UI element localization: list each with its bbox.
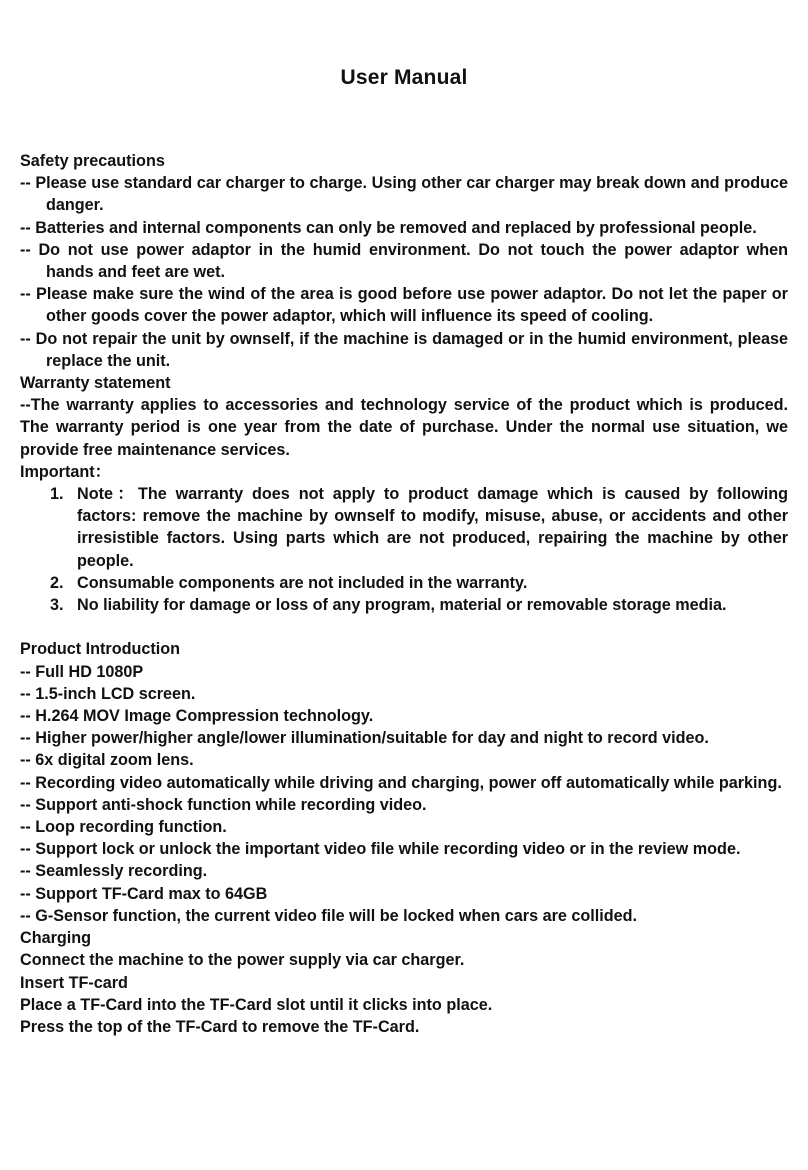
list-text: Consumable components are not included in the warranty. (77, 573, 528, 592)
feature-item: -- 6x digital zoom lens. (20, 751, 194, 770)
tfcard-line: Press the top of the TF-Card to remove the TF-Card. (20, 1017, 420, 1036)
tfcard-line: Place a TF-Card into the TF-Card slot until it clicks into place. (20, 995, 493, 1014)
safety-item: -- Do not repair the unit by ownself, if the machine is damaged or in the humid environment, please replace the unit. (20, 329, 788, 370)
safety-item: -- Batteries and internal components can only be removed and replaced by professional people. (20, 218, 757, 237)
important-heading: Important： (20, 462, 111, 481)
warranty-heading: Warranty statement (20, 374, 171, 393)
product-heading: Product Introduction (20, 640, 181, 659)
safety-item: -- Please use standard car charger to charge. Using other car charger may break down and produce danger. (20, 174, 788, 215)
charging-text: Connect the machine to the power supply via car charger. (20, 951, 465, 970)
charging-heading: Charging (20, 929, 92, 948)
list-item (20, 483, 788, 572)
warranty-section (20, 372, 788, 461)
list-number: 1. (50, 485, 64, 504)
feature-item: -- Higher power/higher angle/lower illumination/suitable for day and night to record video. (20, 729, 709, 748)
feature-item: -- Loop recording function. (20, 818, 227, 837)
feature-item: -- 1.5-inch LCD screen. (20, 684, 196, 703)
feature-item: -- Recording video automatically while driving and charging, power off automatically while parking. (20, 773, 782, 792)
tfcard-section (20, 972, 788, 1039)
safety-section (20, 150, 788, 372)
feature-item: -- Support lock or unlock the important video file while recording video or in the review mode. (20, 840, 741, 859)
safety-heading: Safety precautions (20, 152, 165, 170)
list-item (20, 594, 788, 616)
important-section (20, 461, 788, 616)
product-section (20, 638, 788, 927)
feature-item: -- H.264 MOV Image Compression technology. (20, 707, 374, 726)
feature-item: -- Seamlessly recording. (20, 862, 208, 881)
page-title: User Manual (340, 66, 468, 89)
feature-item: -- Support TF-Card max to 64GB (20, 884, 268, 903)
safety-item: -- Do not use power adaptor in the humid environment. Do not touch the power adaptor when hands and feet are wet. (20, 240, 788, 282)
charging-section (20, 927, 788, 971)
important-list (20, 483, 788, 616)
warranty-text: --The warranty applies to accessories and technology service of the product which is produced. The warranty period is one year from the date of purchase. Under the normal use situation, we provide free maintenance services. (20, 396, 788, 459)
list-text: No liability for damage or loss of any program, material or removable storage media. (77, 596, 727, 615)
feature-item: -- Support anti-shock function while recording video. (20, 795, 427, 814)
safety-item: -- Please make sure the wind of the area is good before use power adaptor. Do not let the paper or other goods cover the power adaptor, which will influence its speed of cooling. (20, 285, 788, 326)
section-spacer (20, 616, 788, 638)
list-number: 2. (50, 573, 64, 592)
feature-item: -- Full HD 1080P (20, 662, 144, 681)
list-item (20, 572, 788, 594)
list-text: Note：The warranty does not apply to product damage which is caused by following factors: remove the machine by ownself to modify, misuse, abuse, or accidents and other irresistible factors. Using parts which are not produced, repairing the machine by other people. (77, 485, 788, 570)
list-number: 3. (50, 596, 64, 615)
manual-content (20, 150, 788, 1038)
feature-item: -- G-Sensor function, the current video file will be locked when cars are collided. (20, 906, 638, 925)
tfcard-heading: Insert TF-card (20, 973, 128, 992)
